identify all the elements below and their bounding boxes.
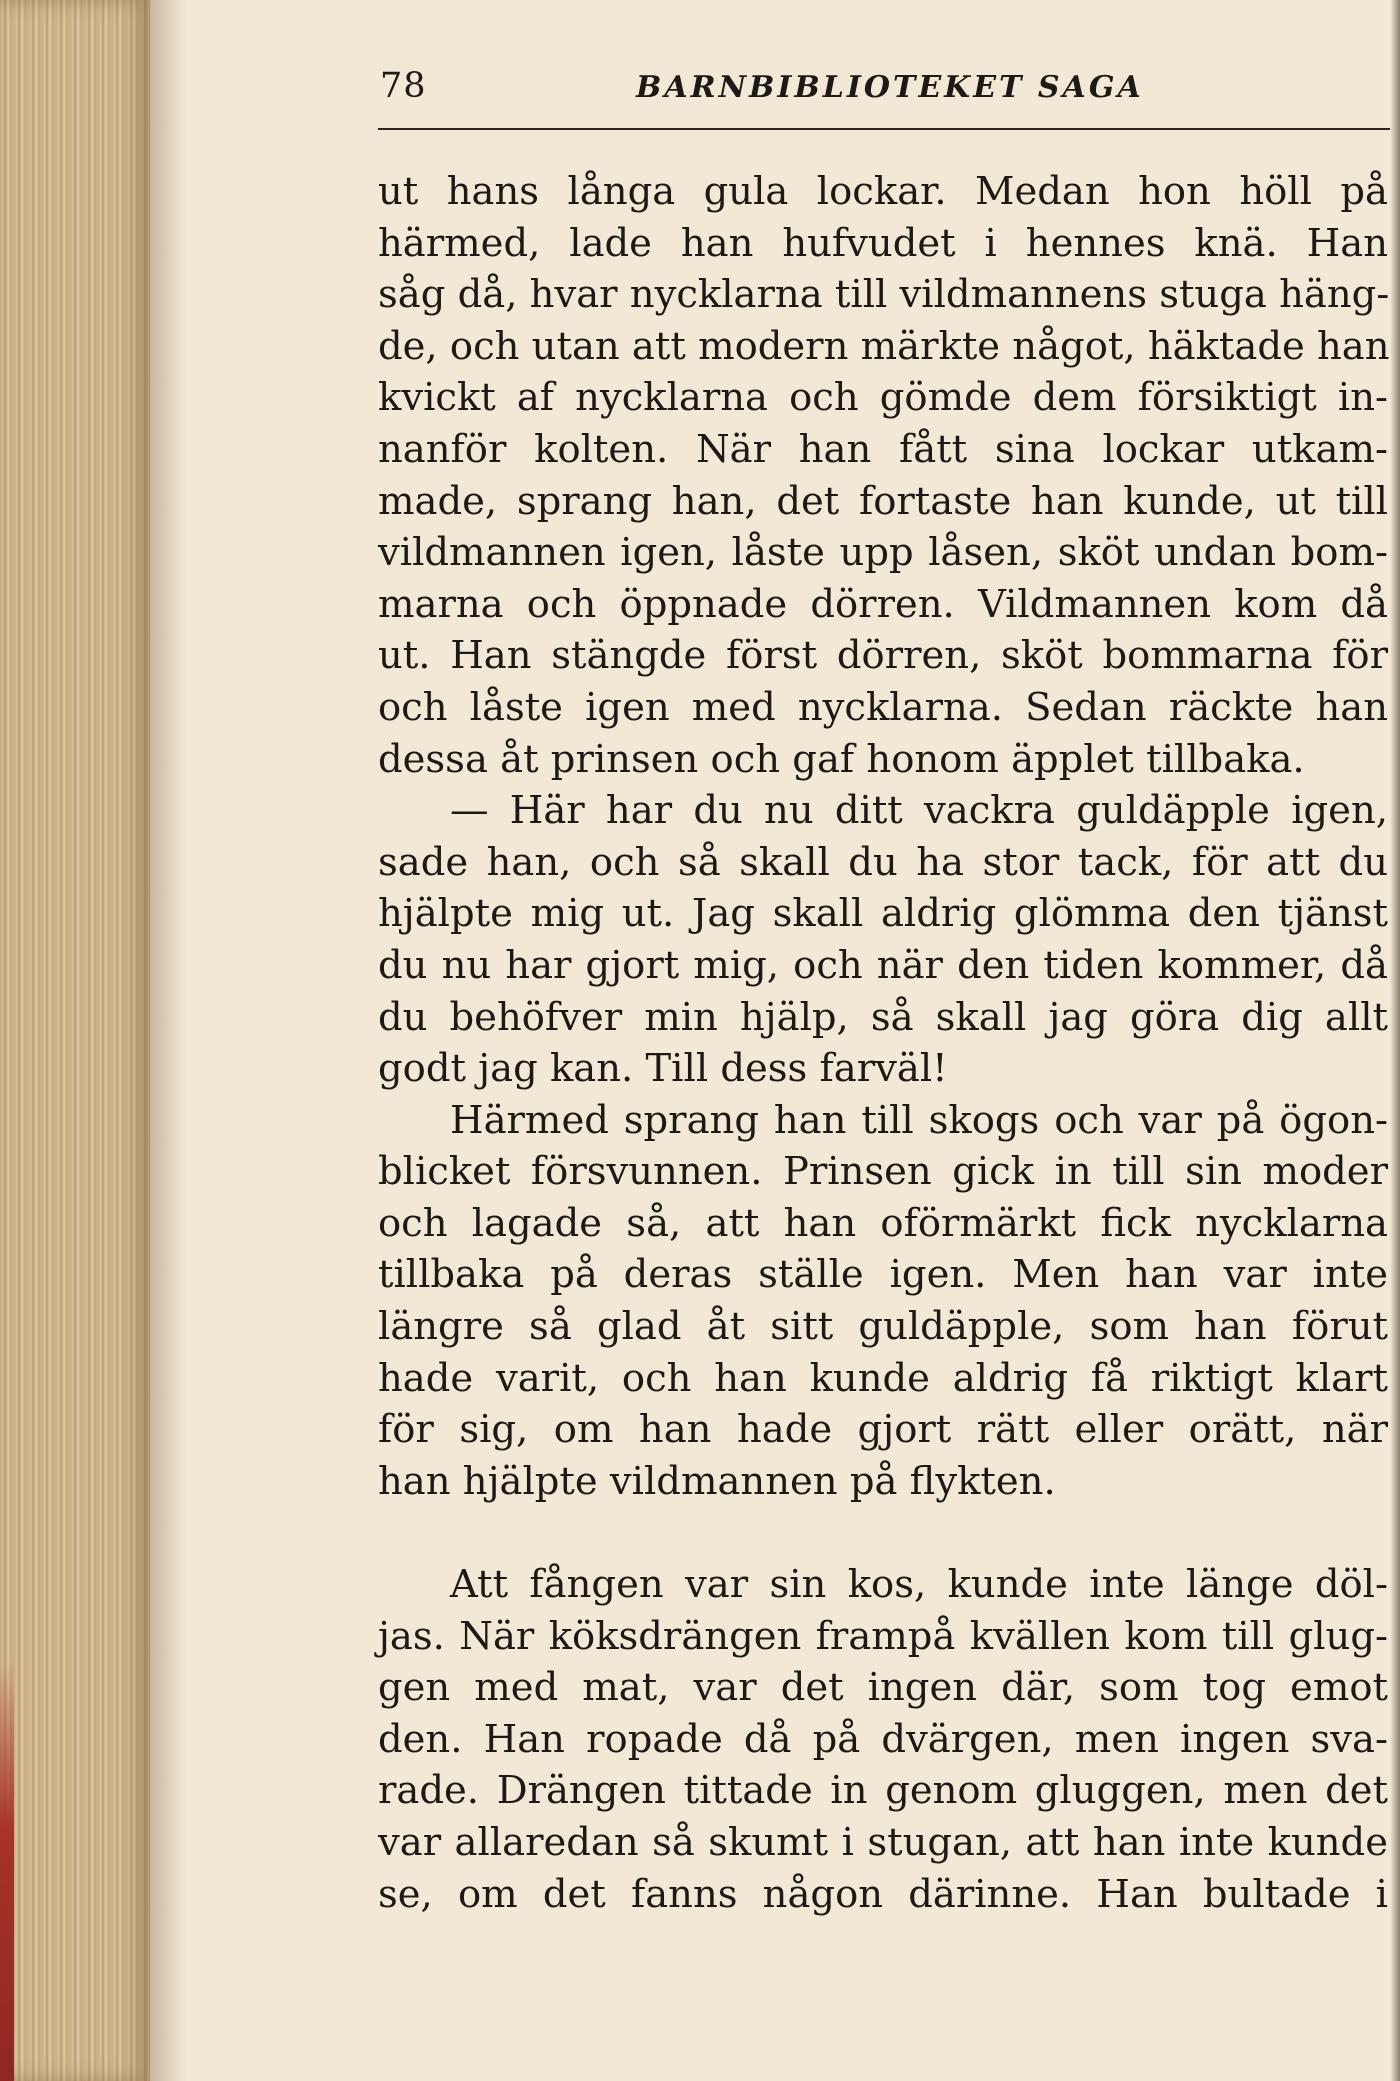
body-text — [378, 166, 1388, 1920]
text-line: Att fången var sin kos, kunde inte länge döl- — [450, 1562, 1388, 1608]
section-break — [378, 1507, 1388, 1559]
text-line: tillbaka på deras ställe igen. Men han var inte — [378, 1252, 1388, 1298]
red-page-edge — [0, 1661, 14, 2081]
text-line: härmed, lade han hufvudet i hennes knä. Han — [378, 220, 1388, 266]
text-line: — Här har du nu ditt vackra guldäpple igen, — [450, 788, 1388, 834]
page-header — [378, 58, 1390, 114]
text-line: vildmannen igen, låste upp låsen, sköt undan bom- — [378, 530, 1388, 576]
page-number: 78 — [380, 66, 427, 106]
text-line: se, om det fanns någon därinne. Han bultade i — [378, 1871, 1388, 1917]
text-line: den. Han ropade då på dvärgen, men ingen sva- — [378, 1716, 1388, 1762]
page-edges — [0, 0, 150, 2081]
right-edge-shadow — [1390, 0, 1400, 2081]
text-line: och lagade så, att han oförmärkt fick nycklarna — [378, 1200, 1388, 1246]
text-line: ut hans långa gula lockar. Medan hon höll på — [378, 169, 1388, 214]
text-line: kvickt af nycklarna och gömde dem försiktigt in- — [378, 375, 1388, 421]
text-line: dessa åt prinsen och gaf honom äpplet tillbaka. — [378, 736, 1305, 782]
text-line: hjälpte mig ut. Jag skall aldrig glömma den tjänst — [378, 891, 1388, 937]
gutter-shadow — [150, 0, 186, 2081]
text-line: godt jag kan. Till dess farväl! — [378, 1046, 948, 1092]
text-line: Härmed sprang han till skogs och var på ögon- — [450, 1097, 1388, 1143]
header-rule — [378, 128, 1390, 130]
text-line: made, sprang han, det fortaste han kunde, ut till — [378, 478, 1388, 524]
text-line: hade varit, och han kunde aldrig få riktigt klart — [378, 1355, 1388, 1401]
text-line: för sig, om han hade gjort rätt eller orätt, när — [378, 1407, 1388, 1453]
text-line: nanför kolten. När han fått sina lockar utkam- — [378, 426, 1388, 472]
text-line: jas. När köksdrängen frampå kvällen kom till glug- — [378, 1613, 1388, 1659]
book-page — [378, 58, 1390, 1917]
text-line: du nu har gjort mig, och när den tiden kommer, då — [378, 942, 1388, 988]
text-line: såg då, hvar nycklarna till vildmannens stuga häng- — [378, 272, 1390, 318]
text-line: var allaredan så skumt i stugan, att han inte kunde — [378, 1820, 1388, 1865]
text-line: marna och öppnade dörren. Vildmannen kom då — [378, 581, 1388, 627]
text-line: gen med mat, var det ingen där, som tog emot — [378, 1665, 1388, 1711]
text-line: blicket försvunnen. Prinsen gick in till sin moder — [378, 1149, 1388, 1195]
text-line: de, och utan att modern märkte något, häktade han — [378, 323, 1390, 369]
text-line: ut. Han stängde först dörren, sköt bommarna för — [378, 633, 1388, 679]
text-line: du behöfver min hjälp, så skall jag göra dig allt — [378, 994, 1388, 1040]
text-line: han hjälpte vildmannen på flykten. — [378, 1458, 1056, 1504]
text-line: rade. Drängen tittade in genom gluggen, men det — [378, 1768, 1388, 1814]
running-head: BARNBIBLIOTEKET SAGA — [636, 70, 1144, 105]
text-line: sade han, och så skall du ha stor tack, för att du — [378, 839, 1388, 885]
text-line: och låste igen med nycklarna. Sedan räckte han — [378, 684, 1388, 730]
text-line: längre så glad åt sitt guldäpple, som han förut — [378, 1304, 1388, 1350]
